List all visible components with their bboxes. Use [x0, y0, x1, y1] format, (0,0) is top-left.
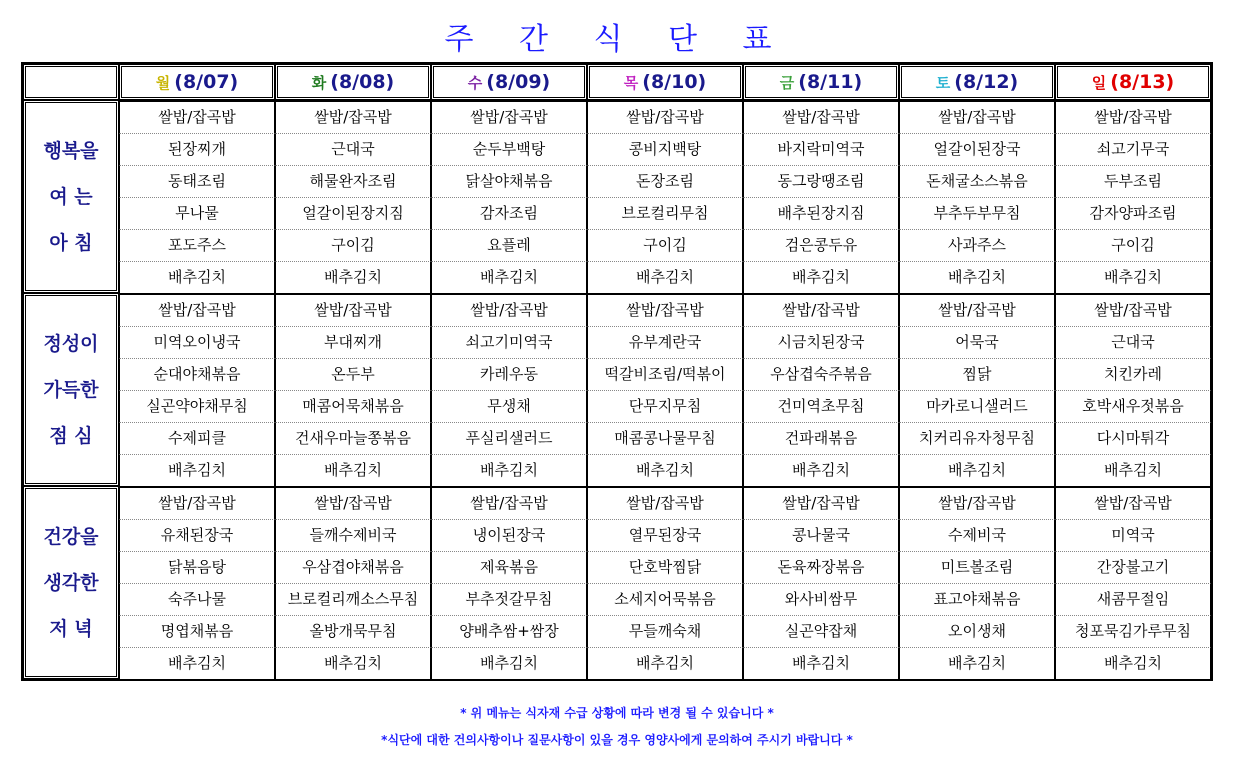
- menu-item: 실곤약잡채: [743, 616, 899, 648]
- day-badge-icon: 금: [779, 74, 795, 92]
- menu-item: 구이김: [275, 230, 431, 262]
- weekly-menu-table: [21, 62, 1213, 681]
- menu-item: 수제비국: [899, 520, 1055, 552]
- table-row: [23, 166, 1211, 198]
- menu-item: 배추김치: [275, 455, 431, 486]
- meal-label-line: 건강을: [43, 525, 99, 548]
- day-header-4: [743, 64, 899, 100]
- menu-item: 구이김: [1055, 230, 1211, 262]
- day-header-1: [275, 64, 431, 100]
- day-badge-icon: 일: [1091, 74, 1107, 92]
- table-row: [23, 486, 1211, 520]
- menu-item: 냉이된장국: [431, 520, 587, 552]
- menu-item: 새콤무절임: [1055, 584, 1211, 616]
- day-header-3: [587, 64, 743, 100]
- day-date: (8/07): [174, 71, 239, 93]
- menu-item: 어묵국: [899, 327, 1055, 359]
- menu-item: 치킨카레: [1055, 359, 1211, 391]
- menu-item: 청포묵김가루무침: [1055, 616, 1211, 648]
- menu-item: 쌀밥/잡곡밥: [587, 486, 743, 520]
- menu-item: 포도주스: [119, 230, 275, 262]
- menu-item: 배추김치: [743, 455, 899, 486]
- menu-item: 미역국: [1055, 520, 1211, 552]
- menu-item: 숙주나물: [119, 584, 275, 616]
- menu-item: 부대찌개: [275, 327, 431, 359]
- menu-item: 소세지어묵볶음: [587, 584, 743, 616]
- menu-item: 배추김치: [1055, 262, 1211, 293]
- corner-cell: [23, 64, 119, 100]
- day-header-5: [899, 64, 1055, 100]
- meal-label-line: 점 심: [49, 424, 93, 447]
- menu-item: 매콤콩나물무침: [587, 423, 743, 455]
- day-badge-icon: 수: [467, 74, 483, 92]
- menu-item: 배추김치: [431, 455, 587, 486]
- menu-item: 쌀밥/잡곡밥: [899, 293, 1055, 327]
- menu-item: 양배추쌈+쌈장: [431, 616, 587, 648]
- menu-item: 배추김치: [119, 455, 275, 486]
- menu-item: 쌀밥/잡곡밥: [899, 100, 1055, 134]
- meal-label-1: [23, 293, 119, 486]
- meal-label-line: 아 침: [49, 231, 93, 254]
- menu-item: 콩나물국: [743, 520, 899, 552]
- menu-item: 배추김치: [587, 262, 743, 293]
- menu-item: 수제피클: [119, 423, 275, 455]
- menu-item: 와사비쌈무: [743, 584, 899, 616]
- menu-item: 쌀밥/잡곡밥: [587, 100, 743, 134]
- table-row: [23, 584, 1211, 616]
- menu-item: 배추김치: [587, 455, 743, 486]
- menu-item: 쌀밥/잡곡밥: [1055, 100, 1211, 134]
- day-header-2: [431, 64, 587, 100]
- meal-label-line: 정성이: [43, 332, 99, 355]
- menu-item: 배추김치: [899, 455, 1055, 486]
- menu-item: 돈육짜장볶음: [743, 552, 899, 584]
- day-date: (8/10): [642, 71, 707, 93]
- table-row: [23, 230, 1211, 262]
- menu-item: 온두부: [275, 359, 431, 391]
- meal-label-line: 저 녁: [49, 617, 93, 640]
- menu-item: 부추젓갈무침: [431, 584, 587, 616]
- menu-item: 배추김치: [587, 648, 743, 679]
- meal-label-2: [23, 486, 119, 679]
- menu-item: 부추두부무침: [899, 198, 1055, 230]
- menu-item: 쌀밥/잡곡밥: [431, 486, 587, 520]
- menu-item: 쇠고기무국: [1055, 134, 1211, 166]
- menu-item: 돈장조림: [587, 166, 743, 198]
- menu-item: 미트볼조림: [899, 552, 1055, 584]
- menu-item: 호박새우젓볶음: [1055, 391, 1211, 423]
- menu-item: 시금치된장국: [743, 327, 899, 359]
- day-date: (8/12): [954, 71, 1019, 93]
- menu-item: 두부조림: [1055, 166, 1211, 198]
- menu-item: 배추김치: [899, 648, 1055, 679]
- menu-item: 유채된장국: [119, 520, 275, 552]
- menu-item: 오이생채: [899, 616, 1055, 648]
- menu-item: 떡갈비조림/떡볶이: [587, 359, 743, 391]
- menu-item: 배추김치: [119, 648, 275, 679]
- meal-label-line: 행복을: [43, 139, 99, 162]
- menu-item: 단호박찜닭: [587, 552, 743, 584]
- menu-item: 건미역초무침: [743, 391, 899, 423]
- day-date: (8/08): [330, 71, 395, 93]
- table-row: [23, 293, 1211, 327]
- menu-item: 쇠고기미역국: [431, 327, 587, 359]
- menu-item: 사과주스: [899, 230, 1055, 262]
- footer-note-2: *식단에 대한 건의사항이나 질문사항이 있을 경우 영양사에게 문의하여 주시기 바랍니다 *: [381, 733, 853, 747]
- menu-item: 올방개묵무침: [275, 616, 431, 648]
- day-badge-icon: 월: [155, 74, 171, 92]
- menu-item: 마카로니샐러드: [899, 391, 1055, 423]
- menu-item: 배추김치: [743, 648, 899, 679]
- menu-item: 근대국: [275, 134, 431, 166]
- day-header-0: [119, 64, 275, 100]
- day-date: (8/11): [798, 71, 863, 93]
- footer-note-1: * 위 메뉴는 식자재 수급 상황에 따라 변경 될 수 있습니다 *: [460, 706, 774, 720]
- menu-item: 쌀밥/잡곡밥: [587, 293, 743, 327]
- menu-item: 쌀밥/잡곡밥: [119, 486, 275, 520]
- menu-item: 돈채굴소스볶음: [899, 166, 1055, 198]
- page-title: 주 간 식 단 표: [444, 22, 790, 57]
- menu-item: 쌀밥/잡곡밥: [431, 100, 587, 134]
- menu-item: 명엽채볶음: [119, 616, 275, 648]
- table-row: [23, 134, 1211, 166]
- menu-item: 무나물: [119, 198, 275, 230]
- menu-item: 바지락미역국: [743, 134, 899, 166]
- meal-label-line: 생각한: [43, 571, 99, 594]
- menu-item: 쌀밥/잡곡밥: [119, 100, 275, 134]
- menu-item: 순대야채볶음: [119, 359, 275, 391]
- menu-item: 쌀밥/잡곡밥: [275, 293, 431, 327]
- menu-item: 쌀밥/잡곡밥: [743, 293, 899, 327]
- table-row: [23, 423, 1211, 455]
- menu-item: 쌀밥/잡곡밥: [275, 100, 431, 134]
- menu-item: 배추김치: [431, 262, 587, 293]
- menu-item: 배추된장지짐: [743, 198, 899, 230]
- menu-item: 다시마튀각: [1055, 423, 1211, 455]
- day-header-row: [23, 64, 1211, 100]
- menu-item: 간장불고기: [1055, 552, 1211, 584]
- menu-item: 우삼겹숙주볶음: [743, 359, 899, 391]
- menu-item: 찜닭: [899, 359, 1055, 391]
- table-row: [23, 100, 1211, 134]
- menu-item: 배추김치: [743, 262, 899, 293]
- menu-item: 근대국: [1055, 327, 1211, 359]
- menu-item: 배추김치: [275, 262, 431, 293]
- table-row: [23, 391, 1211, 423]
- menu-item: 쌀밥/잡곡밥: [1055, 486, 1211, 520]
- menu-item: 구이김: [587, 230, 743, 262]
- menu-item: 배추김치: [431, 648, 587, 679]
- menu-item: 카레우동: [431, 359, 587, 391]
- menu-item: 쌀밥/잡곡밥: [743, 486, 899, 520]
- day-date: (8/09): [486, 71, 551, 93]
- table-row: [23, 327, 1211, 359]
- menu-item: 얼갈이된장국: [899, 134, 1055, 166]
- menu-item: 요플레: [431, 230, 587, 262]
- menu-item: 쌀밥/잡곡밥: [431, 293, 587, 327]
- menu-item: 쌀밥/잡곡밥: [1055, 293, 1211, 327]
- menu-item: 들깨수제비국: [275, 520, 431, 552]
- day-badge-icon: 토: [935, 74, 951, 92]
- menu-item: 배추김치: [119, 262, 275, 293]
- menu-item: 제육볶음: [431, 552, 587, 584]
- table-row: [23, 520, 1211, 552]
- table-row: [23, 455, 1211, 486]
- menu-item: 순두부백탕: [431, 134, 587, 166]
- menu-item: 동그랑땡조림: [743, 166, 899, 198]
- menu-item: 열무된장국: [587, 520, 743, 552]
- menu-item: 브로컬리무침: [587, 198, 743, 230]
- menu-item: 쌀밥/잡곡밥: [119, 293, 275, 327]
- menu-item: 쌀밥/잡곡밥: [899, 486, 1055, 520]
- menu-item: 감자양파조림: [1055, 198, 1211, 230]
- menu-item: 배추김치: [1055, 648, 1211, 679]
- menu-item: 우삼겹야채볶음: [275, 552, 431, 584]
- day-header-6: [1055, 64, 1211, 100]
- meal-label-line: 가득한: [43, 378, 99, 401]
- table-row: [23, 552, 1211, 584]
- menu-item: 쌀밥/잡곡밥: [743, 100, 899, 134]
- menu-item: 닭볶음탕: [119, 552, 275, 584]
- table-row: [23, 262, 1211, 293]
- menu-item: 무생채: [431, 391, 587, 423]
- menu-item: 푸실리샐러드: [431, 423, 587, 455]
- menu-item: 건새우마늘쫑볶음: [275, 423, 431, 455]
- day-badge-icon: 목: [623, 74, 639, 92]
- day-badge-icon: 화: [311, 74, 327, 92]
- menu-item: 건파래볶음: [743, 423, 899, 455]
- menu-item: 쌀밥/잡곡밥: [275, 486, 431, 520]
- menu-item: 얼갈이된장지짐: [275, 198, 431, 230]
- menu-item: 콩비지백탕: [587, 134, 743, 166]
- menu-item: 닭살야채볶음: [431, 166, 587, 198]
- menu-item: 해물완자조림: [275, 166, 431, 198]
- menu-item: 배추김치: [275, 648, 431, 679]
- menu-item: 브로컬리깨소스무침: [275, 584, 431, 616]
- menu-item: 유부계란국: [587, 327, 743, 359]
- menu-item: 표고야채볶음: [899, 584, 1055, 616]
- menu-item: 검은콩두유: [743, 230, 899, 262]
- table-row: [23, 648, 1211, 679]
- table-row: [23, 198, 1211, 230]
- table-row: [23, 616, 1211, 648]
- meal-label-0: [23, 100, 119, 293]
- menu-item: 실곤약야채무침: [119, 391, 275, 423]
- menu-item: 매콤어묵채볶음: [275, 391, 431, 423]
- menu-item: 치커리유자청무침: [899, 423, 1055, 455]
- menu-item: 감자조림: [431, 198, 587, 230]
- table-row: [23, 359, 1211, 391]
- menu-item: 배추김치: [1055, 455, 1211, 486]
- meal-label-line: 여 는: [49, 185, 93, 208]
- day-date: (8/13): [1110, 71, 1175, 93]
- menu-item: 배추김치: [899, 262, 1055, 293]
- menu-item: 무들깨숙채: [587, 616, 743, 648]
- menu-item: 단무지무침: [587, 391, 743, 423]
- menu-item: 동태조림: [119, 166, 275, 198]
- menu-item: 미역오이냉국: [119, 327, 275, 359]
- menu-item: 된장찌개: [119, 134, 275, 166]
